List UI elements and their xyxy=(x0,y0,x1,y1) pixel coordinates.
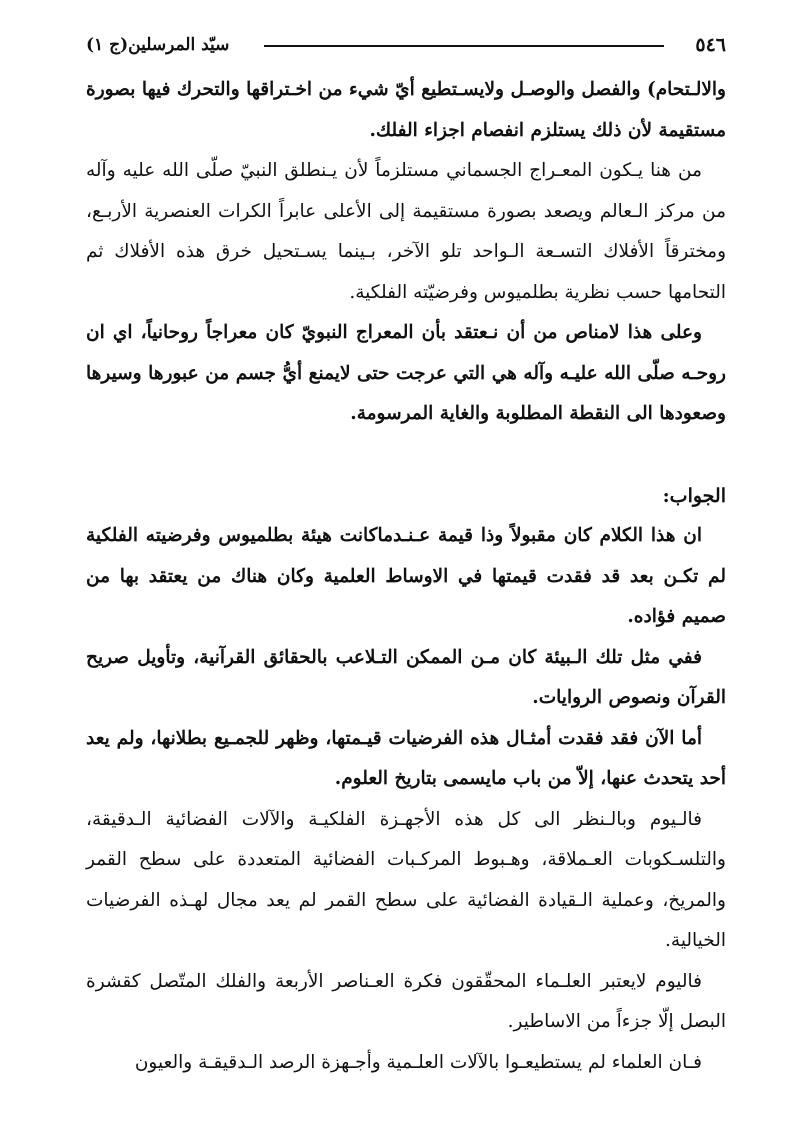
paragraph-4: ان هذا الكلام كان مقبولاً وذا قيمة عـنـدماكانت هيئة بطلميوس وفرضيته الفلكية لم تكـن بعد قد فقدت قيمتها في الاوساط العلمية وكان هناك من يعتقد بها من صميم فؤاده. xyxy=(86,525,726,627)
header-rule xyxy=(264,45,664,47)
page-header xyxy=(86,31,726,59)
paragraph-6: أما الآن فقد فقدت أمثـال هذه الفرضيات قيـمتها، وظهر للجمـيع بطلانها، ولم يعد أحد يتحدث عنها، إلاّ من باب مايسمى بتاريخ العلوم. xyxy=(86,727,726,789)
paragraph-7: فالـيوم وبالـنظر الى كل هذه الأجهـزة الفلكيـة والآلات الفضائية الـدقيقة، والتلسـكوبات العـملاقة، وهـبوط المركـبات الفضائية المتعددة على سطح القمر والمريخ، وعملية الـقيادة الفضائية على سطح القمر لم يعد مجال لهـذه الفرضيات الخيالية. xyxy=(86,808,726,951)
paragraph-3: وعلى هذا لامناص من أن نـعتقد بأن المعراج النبويّ كان معراجاً روحانياً، اي ان روحـه صلّى الله عليـه وآله هي التي عرجت حتى لايمنع أيُّ جسم من عبورها وسيرها وصعودها الى النقطة المطلوبة والغاية المرسومة. xyxy=(86,322,726,424)
paragraph-9: فـان العلماء لم يستطيعـوا بالآلات العلـمية وأجـهزة الرصد الـدقيقـة والعيون xyxy=(134,1051,702,1073)
page-number: ٥٤٦ xyxy=(695,34,726,56)
body-text xyxy=(86,70,726,1083)
paragraph-1: والالـتحام) والفصل والوصـل ولايسـتطيع أيّ شيء من اخـتراقها والتحرك فيها بصورة مستقيمة لأن ذلك يستلزم انفصام اجزاء الفلك. xyxy=(86,79,726,141)
running-title: سيّد المرسلين(ج ١) xyxy=(86,35,230,55)
paragraph-2: من هنا يـكون المعـراج الجسماني مستلزماً لأن يـنطلق النبيّ صلّى الله عليه وآله من مركز الـعالم ويصعد بصورة مستقيمة إلى الأعلى عابراً الكرات العنصرية الأربـع، ومخترقاً الأفلاك التسـعة الـواحد تلو الآخر، بـينما يسـتحيل خرق هذه الأفلاك ثم التحامها حسب نظرية بطلميوس وفرضيّته الفلكية. xyxy=(86,160,726,303)
paragraph-5: ففي مثل تلك الـبيئة كان مـن الممكن التـلاعب بالحقائق القرآنية، وتأويل صريح القرآن ونصوص الروايات. xyxy=(86,646,726,708)
answer-heading: الجواب: xyxy=(662,484,726,507)
paragraph-8: فاليوم لايعتبر العلـماء المحقّقون فكرة العـناصر الأربعة والفلك المتّصل كقشرة البصل إلّا جزءاً من الاساطير. xyxy=(86,970,726,1032)
